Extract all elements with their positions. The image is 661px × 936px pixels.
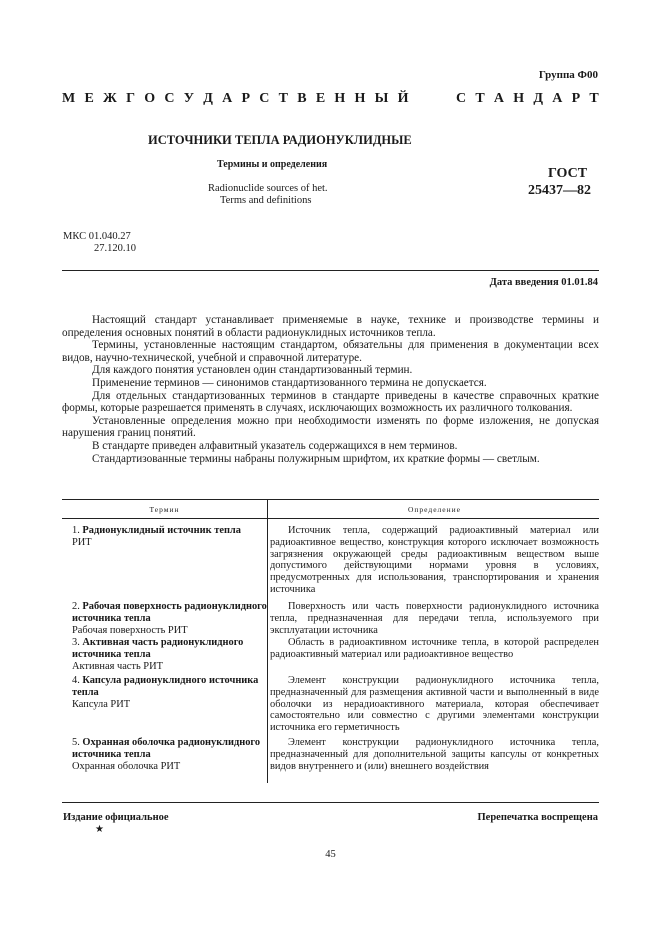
banner-letter: Г	[126, 91, 136, 106]
document-title: ИСТОЧНИКИ ТЕПЛА РАДИОНУКЛИДНЫЕ	[148, 133, 412, 147]
banner-letter: В	[297, 91, 307, 106]
mks-code-2: 27.120.10	[94, 243, 136, 254]
banner-letter: А	[222, 91, 233, 106]
standard-banner	[62, 91, 599, 107]
term-number: 3.	[72, 637, 80, 648]
english-title-line2: Terms and definitions	[220, 195, 312, 206]
banner-letter: Н	[513, 91, 525, 106]
banner-letter: М	[62, 91, 76, 106]
term-name: Активная часть радионуклидного источника тепла	[72, 637, 244, 660]
banner-letter: Ы	[374, 91, 389, 106]
term-name: Рабочая поверхность радионуклидного источника тепла	[72, 601, 267, 624]
introduction-date: Дата введения 01.01.84	[489, 277, 598, 288]
banner-letter: Д	[533, 91, 544, 106]
term-short-form: Капсула РИТ	[72, 698, 131, 710]
page-number: 45	[325, 849, 336, 860]
term-short-form: Охранная оболочка РИТ	[72, 760, 181, 772]
banner-letter: Н	[354, 91, 366, 106]
mks-code-1: МКС 01.040.27	[63, 231, 131, 242]
intro-paragraph: Термины, установленные настоящим стандартом, обязательны для применения в документации всех видов, научно-технической, учебной и справочной литературе.	[62, 339, 599, 364]
banner-letter: Д	[203, 91, 213, 106]
column-header-term: Термин	[149, 505, 180, 514]
table-row-term	[72, 637, 267, 672]
term-short-form: Активная часть РИТ	[72, 660, 163, 672]
english-title-line1: Radionuclide sources of het.	[208, 183, 328, 194]
table-row-term	[72, 525, 267, 549]
term-number: 2.	[72, 601, 80, 612]
table-top-rule	[62, 499, 599, 500]
banner-letter: У	[183, 91, 195, 106]
term-number: 5.	[72, 737, 80, 748]
table-column-divider	[267, 519, 268, 783]
term-name: Охранная оболочка радионуклидного источника тепла	[72, 737, 261, 760]
term-short-form: РИТ	[72, 536, 92, 548]
banner-letter: С	[164, 91, 175, 106]
banner-letter: Т	[475, 91, 485, 106]
banner-letter: Е	[84, 91, 94, 106]
intro-text	[62, 314, 599, 465]
table-row-term	[72, 737, 267, 772]
banner-letter: Е	[315, 91, 326, 106]
intro-paragraph: Применение терминов — синонимов стандартизованного термина не допускается.	[92, 376, 487, 389]
term-number: 1.	[72, 525, 80, 536]
banner-letter	[443, 91, 447, 107]
banner-letter: Ж	[103, 91, 117, 106]
banner-letter: С	[455, 91, 467, 106]
intro-paragraph: Для отдельных стандартизованных терминов в стандарте приведены в качестве справочных краткие формы, которые разрешается применять в случаях, исключающих возможность их различного толкования.	[62, 389, 599, 415]
intro-paragraph: Установленные определения можно при необходимости изменять по форме изложения, не допуская нарушения границ понятий.	[62, 414, 599, 440]
banner-letter: О	[144, 91, 156, 106]
banner-letter: А	[552, 91, 563, 106]
banner-letter: Й	[397, 91, 409, 106]
banner-letter: Р	[241, 91, 251, 106]
table-row-definition: Поверхность или часть поверхности радионуклидного источника тепла, предназначенная для передачи тепла, используемого при эксплуатации источника	[270, 601, 599, 636]
table-row-term	[72, 601, 267, 636]
banner-letter: Т	[589, 91, 599, 106]
banner-letter: А	[493, 91, 505, 106]
banner-letter: С	[259, 91, 270, 106]
term-short-form: Рабочая поверхность РИТ	[72, 624, 188, 636]
column-header-definition: Определение	[408, 505, 461, 514]
banner-letter	[418, 91, 422, 107]
table-row-term	[72, 675, 267, 710]
table-row-definition: Элемент конструкции радионуклидного источника тепла, предназначенный для размещения активной части и выполненный в виде оболочки из нерадиоактивного материала, которая обеспечивает самостоятельно или совместно с другими элементами конструкции источника его герметичность	[270, 675, 599, 734]
intro-paragraph: В стандарте приведен алфавитный указатель содержащихся в нем терминов.	[92, 439, 458, 452]
term-number: 4.	[72, 675, 80, 686]
official-edition-label: Издание официальное	[63, 812, 169, 823]
star-mark: ★	[95, 824, 104, 835]
banner-letter: Н	[334, 91, 346, 106]
intro-paragraph: Настоящий стандарт устанавливает применяемые в науке, технике и производстве термины и определения основных понятий в области радионуклидных источников тепла.	[62, 314, 599, 339]
divider-top	[62, 270, 599, 271]
reprint-notice: Перепечатка воспрещена	[477, 812, 598, 823]
group-code: Группа Ф00	[538, 69, 598, 81]
term-name: Радионуклидный источник тепла	[82, 525, 241, 536]
table-row-definition: Область в радиоактивном источнике тепла, в которой распределен радиоактивный материал или радиоактивное вещество	[270, 637, 599, 660]
intro-paragraph: Стандартизованные термины набраны полужирным шрифтом, их краткие формы — светлым.	[92, 452, 540, 465]
banner-letter: Т	[278, 91, 288, 106]
intro-paragraph: Для каждого понятия установлен один стандартизованный термин.	[92, 364, 413, 377]
divider-bottom	[62, 802, 599, 803]
document-subtitle: Термины и определения	[217, 159, 328, 170]
table-row-definition: Источник тепла, содержащий радиоактивный материал или радиоактивное вещество, конструкция которого исключает возможность загрязнения окружающей среды радиоактивным веществом выше допустимого действующими нормами уровня в условиях, предусмотренных для использования, транспортирования и хранения источника	[270, 525, 599, 595]
banner-letter: Р	[571, 91, 581, 106]
table-row-definition: Элемент конструкции радионуклидного источника тепла, предназначенный для дополнительной защиты капсулы от конкретных видов внутреннего и (или) внешнего воздействия	[270, 737, 599, 772]
table-header-rule	[62, 518, 599, 519]
table-column-divider	[267, 500, 268, 518]
banner-letter	[430, 91, 434, 107]
gost-number: 25437—82	[528, 183, 591, 198]
term-name: Капсула радионуклидного источника тепла	[72, 675, 259, 698]
gost-label: ГОСТ	[548, 166, 588, 181]
